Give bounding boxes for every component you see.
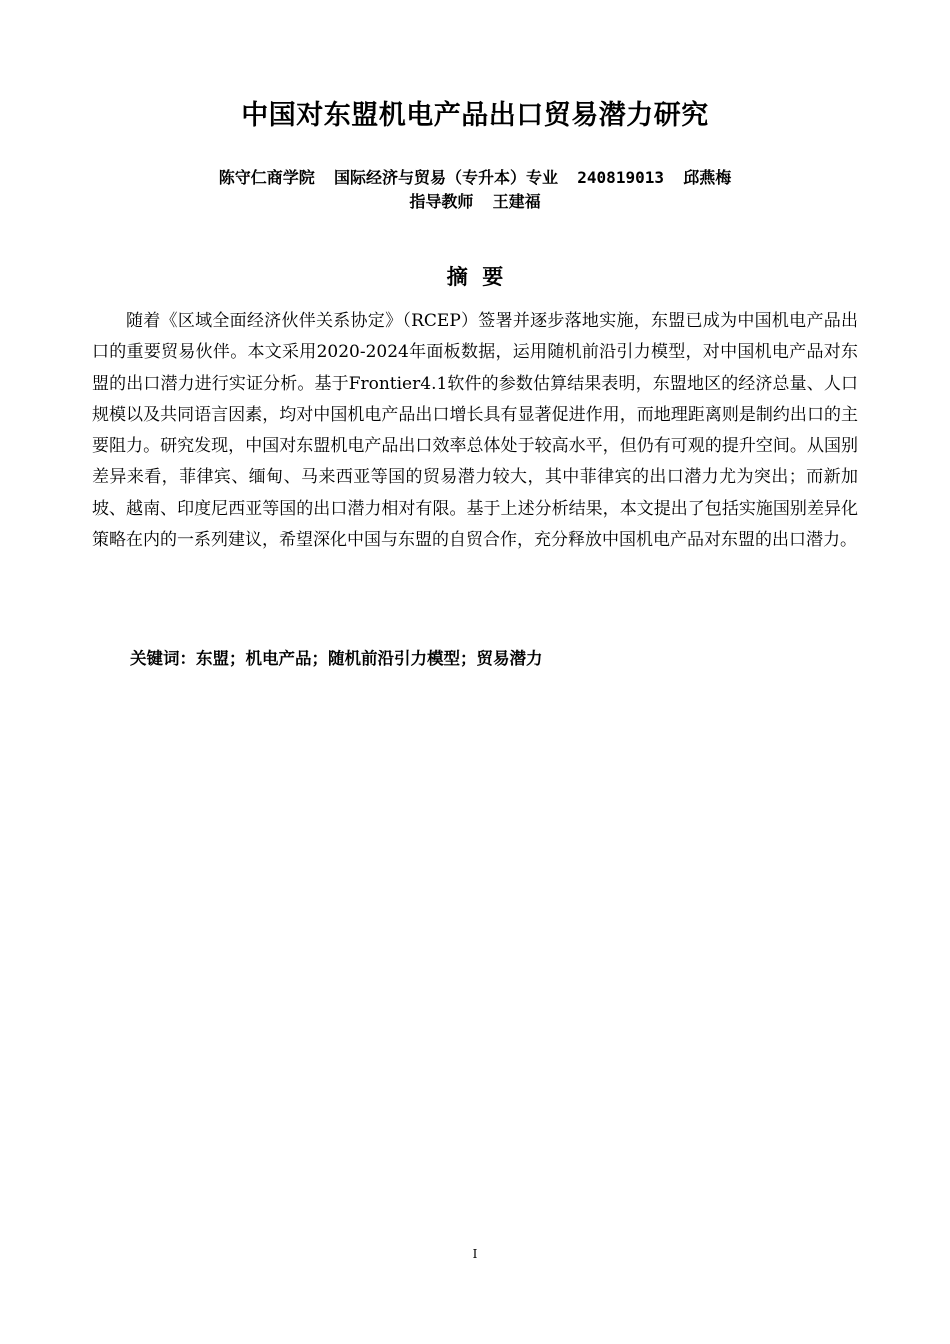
abstract-heading: 摘 要 bbox=[446, 265, 504, 289]
paper-title: 中国对东盟机电产品出口贸易潜力研究 bbox=[241, 100, 709, 131]
advisor-info: 指导教师 王建福 bbox=[409, 192, 541, 211]
author-info: 陈守仁商学院 国际经济与贸易（专升本）专业 240819013 邱燕梅 bbox=[218, 168, 732, 187]
abstract-body: 随着《区域全面经济伙伴关系协定》（RCEP）签署并逐步落地实施，东盟已成为中国机电产品出口的重要贸易伙伴。本文采用2020-2024年面板数据，运用随机前沿引力模型，对中国机电产品对东盟的出口潜力进行实证分析。基于Frontier4.1软件的参数估算结果表明，东盟地区的经济总量、人口规模以及共同语言因素，均对中国机电产品出口增长具有显著促进作用，而地理距离则是制约出口的主要阻力。研究发现，中国对东盟机电产品出口效率总体处于较高水平，但仍有可观的提升空间。从国别差异来看，菲律宾、缅甸、马来西亚等国的贸易潜力较大，其中菲律宾的出口潜力尤为突出；而新加坡、越南、印度尼西亚等国的出口潜力相对有限。基于上述分析结果，本文提出了包括实施国别差异化策略在内的一系列建议，希望深化中国与东盟的自贸合作，充分释放中国机电产品对东盟的出口潜力。 bbox=[92, 311, 858, 551]
page-number: I bbox=[472, 1247, 478, 1261]
keywords: 关键词：东盟；机电产品；随机前沿引力模型；贸易潜力 bbox=[130, 649, 543, 668]
